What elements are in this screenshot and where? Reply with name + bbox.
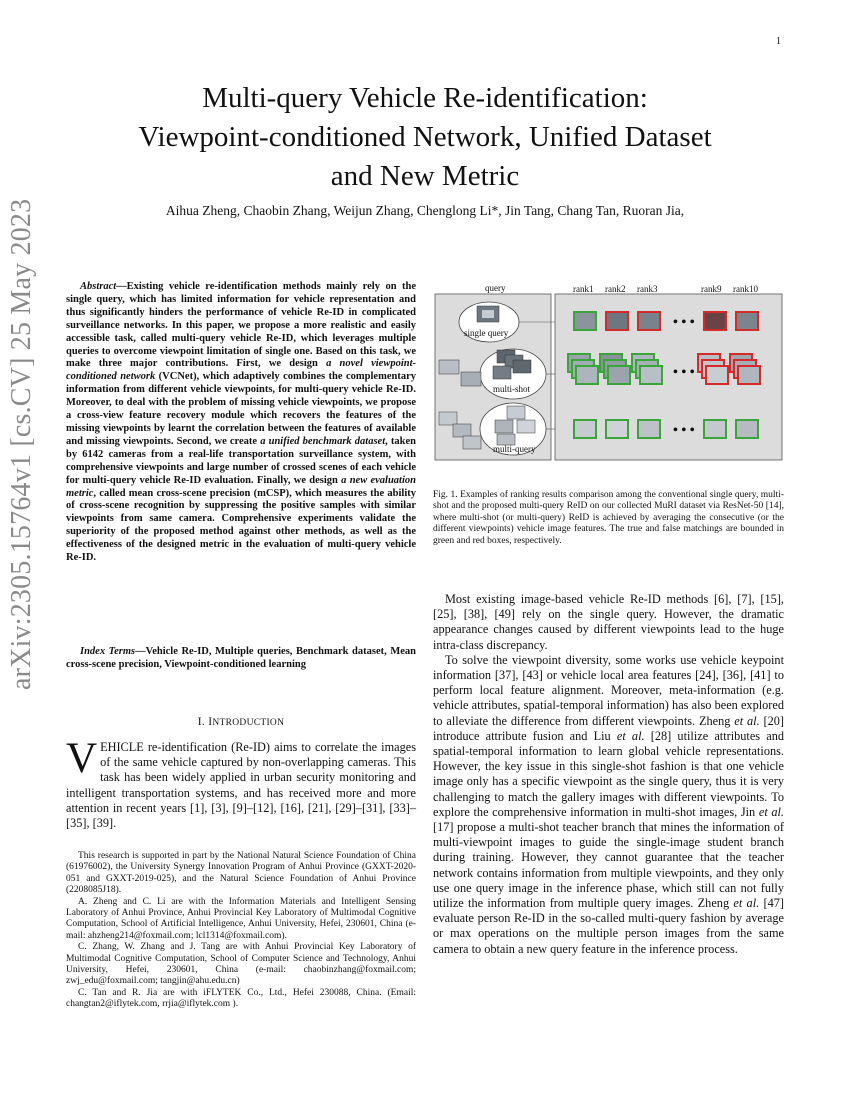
title-line-2: Viewpoint-conditioned Network, Unified Dataset [138, 121, 712, 153]
result-3-1 [574, 420, 596, 438]
result-1-3 [638, 312, 660, 330]
result-2-10 [738, 366, 760, 384]
figure-1 [433, 284, 784, 462]
footnote-affiliation-2: C. Zhang, W. Zhang and J. Tang are with Anhui Provincial Key Laboratory of Multimodal Cognitive Computation, School of Computer Science and Technology, Anhui University, Hefei, 230601, China (e-mail: chaobinzhang@foxmail.com; zwj_edu@foxmail.com; tangjin@ahu.edu.cn) [66, 942, 416, 987]
paper-title [60, 79, 790, 196]
p2-part-e: [47] evaluate person Re-ID in the so-called multi-query fashion by average or max operations on the multiple person images from the same camera to obtain a new query feature in the inference process. [433, 896, 784, 956]
etal-2: et al. [616, 728, 645, 743]
arxiv-stamp: arXiv:2305.15764v1 [cs.CV] 25 May 2023 [6, 198, 37, 690]
footnote-funding: This research is supported in part by the National Natural Science Foundation of China (61976002), the University Synergy Innovation Program of Anhui Province (GXXT-2020-051 and GXXT-2019-025), and the Natural Science Foundation of Anhui Province (2208085J18). [66, 851, 416, 896]
result-1-1 [574, 312, 596, 330]
footnotes [66, 851, 416, 1011]
result-3-9 [704, 420, 726, 438]
title-line-3: and New Metric [330, 160, 520, 192]
etal-4: et al. [733, 896, 760, 911]
author-list: Aihua Zheng, Chaobin Zhang, Weijun Zhang, Chenglong Li*, Jin Tang, Chang Tan, Ruoran Jia, [165, 203, 685, 218]
title-line-1: Multi-query Vehicle Re-identification: [202, 82, 648, 114]
result-1-10 [736, 312, 758, 330]
single-query-thumbnail [477, 306, 499, 322]
abstract-text-4: , called mean cross-scene precision (mCSP), which measures the ability of cross-scene recognition by suppressing the positive samples with similar viewpoints from same camera. Comprehensive experiments validate the superiority of the proposed method against other methods, as well as the effectiveness of the designed metric in the evaluation of multi-query vehicle Re-ID. [66, 487, 416, 564]
rank-label-2: rank2 [605, 284, 626, 294]
abstract-text-2: (VCNet), which adaptively combines the complementary information from different vehicle viewpoints, for multi-query vehicle Re-ID. Moreover, to deal with the problem of missing vehicle viewpoints, we propose a cross-view feature recovery module which recovers the features of the missing viewpoints by learnt the correlation between the features of available and missing viewpoints. Second, we create [66, 371, 416, 447]
p2-part-c: [28] utilize attributes and spatial-temporal information to learn global vehicle representations. However, the key issue in this single-shot fashion is that one vehicle image only has a specific viewpoint as the single query, thus it is very challenging to match the gallery images with different viewpoints. To explore the comprehensive information in multi-shot images, Jin [433, 728, 785, 819]
p2-part-d: [17] propose a multi-shot teacher branch that mines the information of multi-viewpoint images to guide the single-image student branch during training. However, they cannot guarantee that the teacher network contains information from multiple viewpoints, and they only use one query image in the inference phase, which still can not fully utilize the information from multiple query images. Zheng [433, 820, 784, 911]
multi-shot-label: multi-shot [493, 384, 531, 394]
body-paragraph-1: Most existing image-based vehicle Re-ID methods [6], [7], [15], [25], [38], [49] rely on the single query. However, the dramatic appearance changes caused by different viewpoints lead to the huge intra-class discrepancy. [433, 592, 784, 652]
result-1-9 [704, 312, 726, 330]
abstract-text-3: , taken by 6142 cameras from a real-life transportation surveillance system, with comprehensive viewpoints and large number of crossed scenes of each vehicle for multi-query vehicle Re-ID evaluation. Finally, we design [66, 435, 416, 486]
index-terms-text: —Vehicle Re-ID, Multiple queries, Benchmark dataset, Mean cross-scene precision, Viewpoint-conditioned learning [66, 646, 416, 670]
figure-caption: Fig. 1. Examples of ranking results comparison among the conventional single query, multi-shot and the proposed multi-query ReID on our collected MuRI dataset via ResNet-50 [14], where multi-shot (or multi-query) ReID is achieved by averaging the consecutive (or the different viewpoints) vehicle image features. The true and false matchings are bounded in green and red boxes, respectively. [433, 490, 784, 546]
result-3-2 [606, 420, 628, 438]
etal-3: et al. [758, 804, 785, 819]
ellipsis-row-2: • • • [673, 365, 695, 380]
index-terms-lead: Index Terms [80, 646, 136, 657]
abstract [66, 281, 416, 565]
result-1-2 [606, 312, 628, 330]
section-heading-introduction [66, 716, 416, 728]
abstract-text-1: —Existing vehicle re-identification methods mainly rely on the single query, which has limited information for vehicle representation and thus significantly hinders the performance of vehicle Re-ID in complicated surveillance networks. In this paper, we propose a more realistic and easily accessible task, called multi-query vehicle Re-ID, which leverages multiple queries to overcome viewpoint limitation of single one. Based on this task, we make three major contributions. First, we design [66, 281, 416, 370]
ellipsis-row-3: • • • [673, 423, 695, 438]
right-column-body [433, 592, 784, 957]
rank-label-1: rank1 [573, 284, 594, 294]
rank-label-10: rank10 [733, 284, 758, 294]
section-title-smallcaps: NTRODUCTION [212, 718, 285, 728]
abstract-lead: Abstract [80, 281, 117, 292]
abstract-emph-3: a new evaluation metric [66, 474, 416, 499]
result-2-2 [608, 366, 630, 384]
intro-text: EHICLE re-identification (Re-ID) aims to correlate the images of the same vehicle captured by non-overlapping cameras. This task has been widely applied in urban security monitoring and intelligent transportation systems, and has received more and more attention in recent years [1], [3], [9]–[12], [16], [21], [29]–[31], [33]–[35], [39]. [66, 740, 416, 831]
introduction-paragraph [66, 735, 416, 831]
section-numeral: I. I [197, 716, 213, 728]
p2-part-a: To solve the viewpoint diversity, some works use vehicle keypoint information [37], [43] or vehicle local area features [24], [36], [41] to perform local feature alignment. Moreover, meta-information (e.g. vehicle attributes, spatial-temporal information) has also been explored to alleviate the difference from different viewpoints. Zheng [433, 652, 784, 728]
query-label: query [485, 284, 506, 293]
etal-1: et al. [734, 713, 760, 728]
result-2-3 [640, 366, 662, 384]
body-paragraph-2 [433, 653, 784, 957]
footnote-affiliation-3: C. Tan and R. Jia are with iFLYTEK Co., Ltd., Hefei 230088, China. (Email: changtan2@iflytek.com, rrjia@iflytek.com ). [66, 987, 416, 1010]
result-3-10 [736, 420, 758, 438]
figure-1-graphic [433, 284, 784, 462]
page-number: 1 [776, 36, 781, 47]
rank-label-3: rank3 [637, 284, 658, 294]
result-3-3 [638, 420, 660, 438]
ellipsis-row-1: • • • [673, 315, 695, 330]
index-terms [66, 646, 416, 672]
multi-query-label: multi-query [493, 444, 536, 454]
abstract-emph-1: a novel viewpoint-conditioned network [66, 358, 416, 383]
result-2-9 [706, 366, 728, 384]
rank-label-9: rank9 [701, 284, 722, 294]
p2-part-b: [20] introduce attribute fusion and Liu [433, 713, 785, 743]
result-2-1 [576, 366, 598, 384]
footnote-affiliation-1: A. Zheng and C. Li are with the Information Materials and Intelligent Sensing Laboratory of Anhui Province, Anhui Provincial Key Laboratory of Multimodal Cognitive Computation, School of Artificial Intelligence, Anhui University, Hefei, 230601, China (e-mail: ahzheng214@foxmail.com; lcl1314@foxmail.com). [66, 896, 416, 941]
abstract-emph-2: a unified benchmark dataset [260, 435, 386, 447]
single-query-label: single query [464, 328, 509, 338]
drop-cap: V [66, 735, 98, 782]
